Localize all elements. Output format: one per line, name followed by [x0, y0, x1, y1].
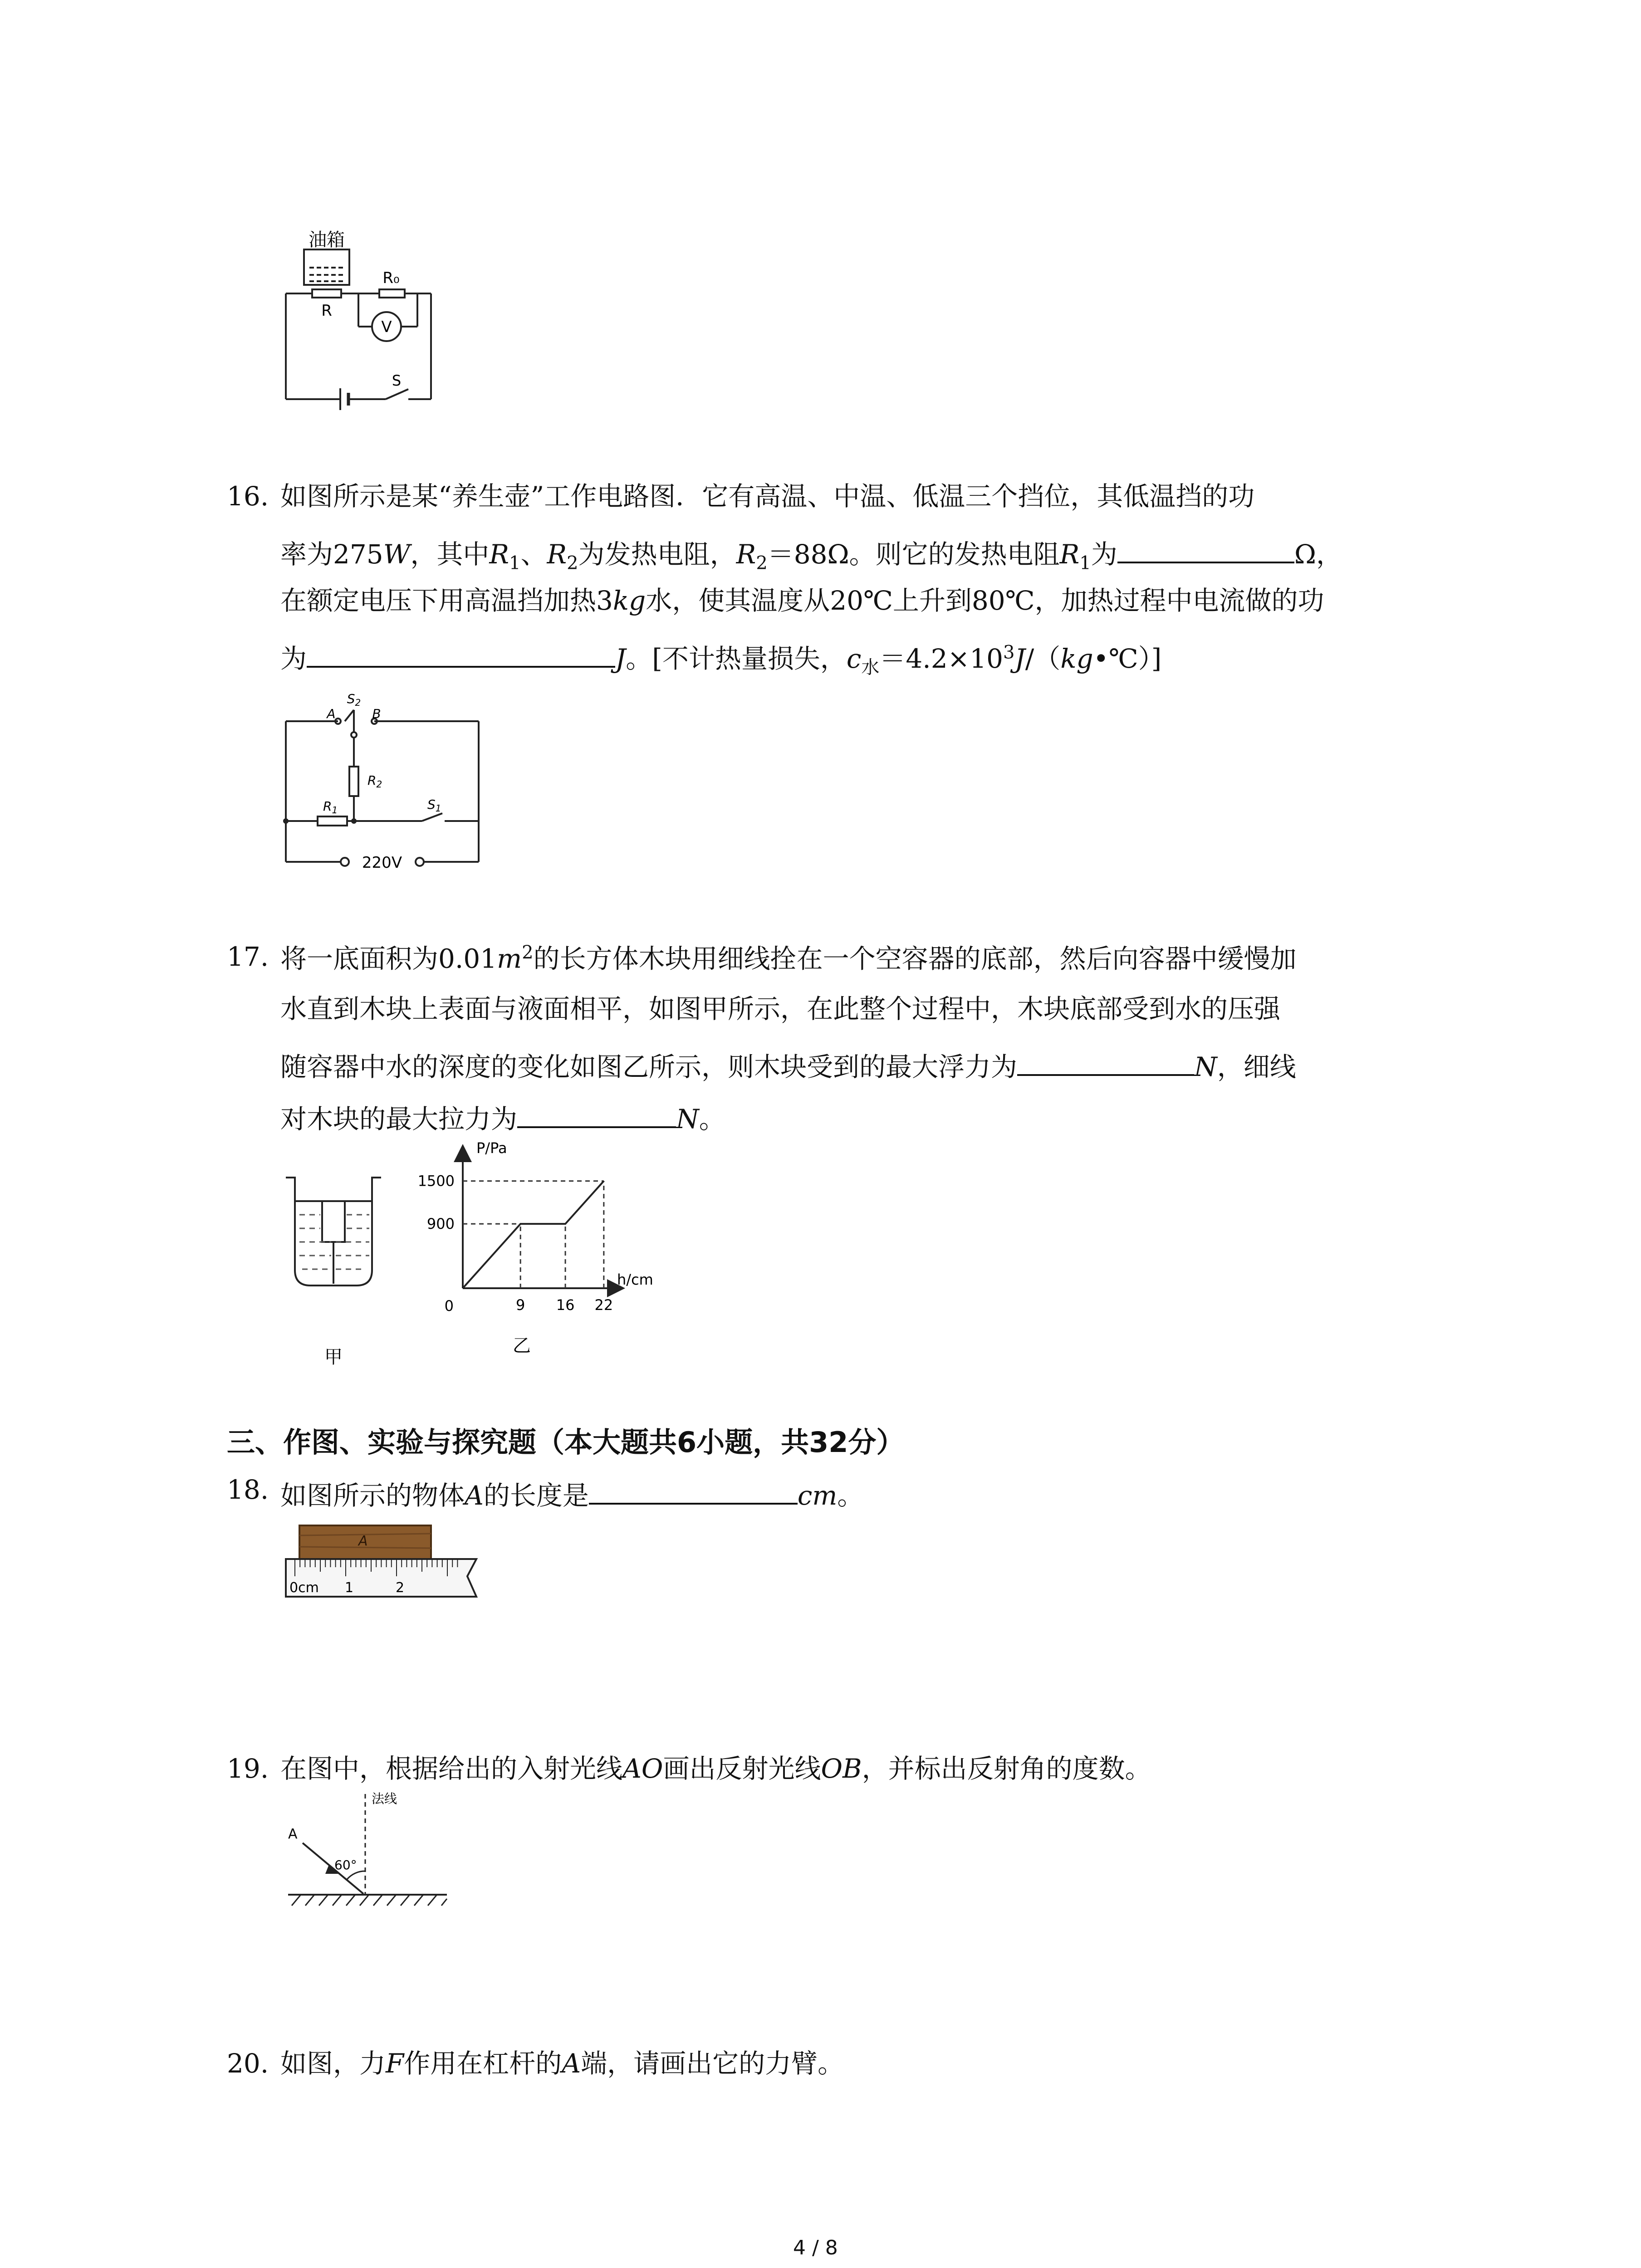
s1-label: $S_1$ — [427, 797, 441, 814]
terminal-b-label: B — [372, 706, 381, 721]
terminal-a-label: A — [327, 706, 336, 721]
switch-label: S — [392, 372, 402, 389]
figure-a-label: 甲 — [324, 1347, 343, 1368]
s2-label: $S_2$ — [347, 691, 361, 708]
wooden-block — [322, 1201, 345, 1242]
question-number: 19. — [227, 1753, 269, 1784]
y-tick-label: 900 — [426, 1215, 455, 1233]
ruler-label-1: 1 — [345, 1580, 354, 1596]
kettle-circuit-diagram — [272, 692, 490, 873]
r-label: R — [321, 302, 332, 320]
q16-line-3: 在额定电压下用高温挡加热3kg水，使其温度从20℃上升到80℃，加热过程中电流做的功 — [280, 585, 1324, 616]
figure-b-label: 乙 — [513, 1335, 531, 1356]
voltmeter-label: V — [381, 318, 392, 336]
q17-line-3: 随容器中水的深度的变化如图乙所示，则木块受到的最大浮力为 N，细线 — [280, 1048, 1296, 1080]
x-axis-label: h/cm — [617, 1271, 653, 1288]
ruler-figure — [281, 1522, 490, 1617]
point-a-label: A — [288, 1826, 298, 1842]
reflection-figure — [274, 1789, 465, 1912]
normal-label: 法线 — [372, 1791, 397, 1806]
x-tick-label: 22 — [594, 1296, 613, 1314]
q17-line-4: 对木块的最大拉力为 N。 — [280, 1100, 725, 1132]
page-number: 4 / 8 — [793, 2236, 838, 2259]
q18-line-1: 如图所示的物体A的长度是 cm。 — [280, 1476, 863, 1509]
angle-label: 60° — [334, 1857, 357, 1872]
switch-s — [386, 389, 408, 399]
q16-line-2: 率为275W，其中$R_1$、$R_2$为发热电阻，$R_2=88\Omega$。则它的发热电阻$R_1$为 Ω， — [280, 535, 1342, 572]
answer-blank-tension[interactable] — [517, 1100, 676, 1128]
ruler-label-2: 2 — [396, 1580, 405, 1596]
object-a-label: A — [358, 1533, 368, 1549]
r1-label: $R_1$ — [323, 799, 338, 816]
resistor-r0 — [379, 289, 405, 298]
resistor-r2 — [349, 767, 358, 796]
answer-blank-work[interactable] — [307, 640, 615, 668]
voltage-label: 220V — [362, 854, 402, 872]
resistor-r — [312, 289, 341, 298]
question-number: 16. — [227, 481, 269, 512]
q20-line-1: 如图，力F作用在杠杆的A端，请画出它的力臂。 — [280, 2048, 844, 2079]
oil-tank-circuit-diagram — [272, 230, 445, 408]
q17-line-1: 将一底面积为$0.01m^2$的长方体木块用细线拴在一个空容器的底部，然后向容器中缓慢加 — [280, 942, 1297, 974]
origin-label: 0 — [444, 1297, 454, 1315]
answer-blank-length[interactable] — [589, 1476, 798, 1505]
section-heading: 三、作图、实验与探究题（本大题共6小题，共32分） — [227, 1426, 905, 1459]
answer-blank-buoyancy[interactable] — [1017, 1048, 1194, 1076]
pressure-depth-chart — [408, 1134, 653, 1370]
x-tick-label: 16 — [556, 1296, 575, 1314]
y-tick-label: 1500 — [417, 1172, 455, 1190]
switch-s1 — [422, 813, 442, 821]
question-number: 18. — [227, 1474, 269, 1505]
switch-s2 — [345, 710, 354, 721]
q17-line-2: 水直到木块上表面与液面相平，如图甲所示，在此整个过程中，木块底部受到水的压强 — [280, 993, 1281, 1024]
resistor-r1 — [318, 816, 347, 826]
oil-tank-label: 油箱 — [309, 230, 345, 250]
r2-label: $R_2$ — [367, 773, 382, 790]
y-axis-label: P/Pa — [476, 1139, 507, 1157]
answer-blank-r1[interactable] — [1117, 535, 1294, 563]
question-number: 17. — [227, 941, 269, 972]
q16-line-4: 为 J。[不计热量损失，$c_水=4.2\times 10^3J/(kg•℃)$] — [280, 640, 1161, 677]
q19-line-1: 在图中，根据给出的入射光线AO画出反射光线OB，并标出反射角的度数。 — [280, 1753, 1151, 1784]
container-figure — [277, 1161, 395, 1370]
ruler-label-0: 0cm — [289, 1580, 319, 1596]
pressure-line — [463, 1181, 604, 1288]
question-number: 20. — [227, 2048, 269, 2079]
r0-label: R₀ — [382, 269, 400, 287]
q16-line-1: 如图所示是某“养生壶”工作电路图．它有高温、中温、低温三个挡位，其低温挡的功 — [280, 481, 1255, 512]
x-tick-label: 9 — [515, 1296, 525, 1314]
